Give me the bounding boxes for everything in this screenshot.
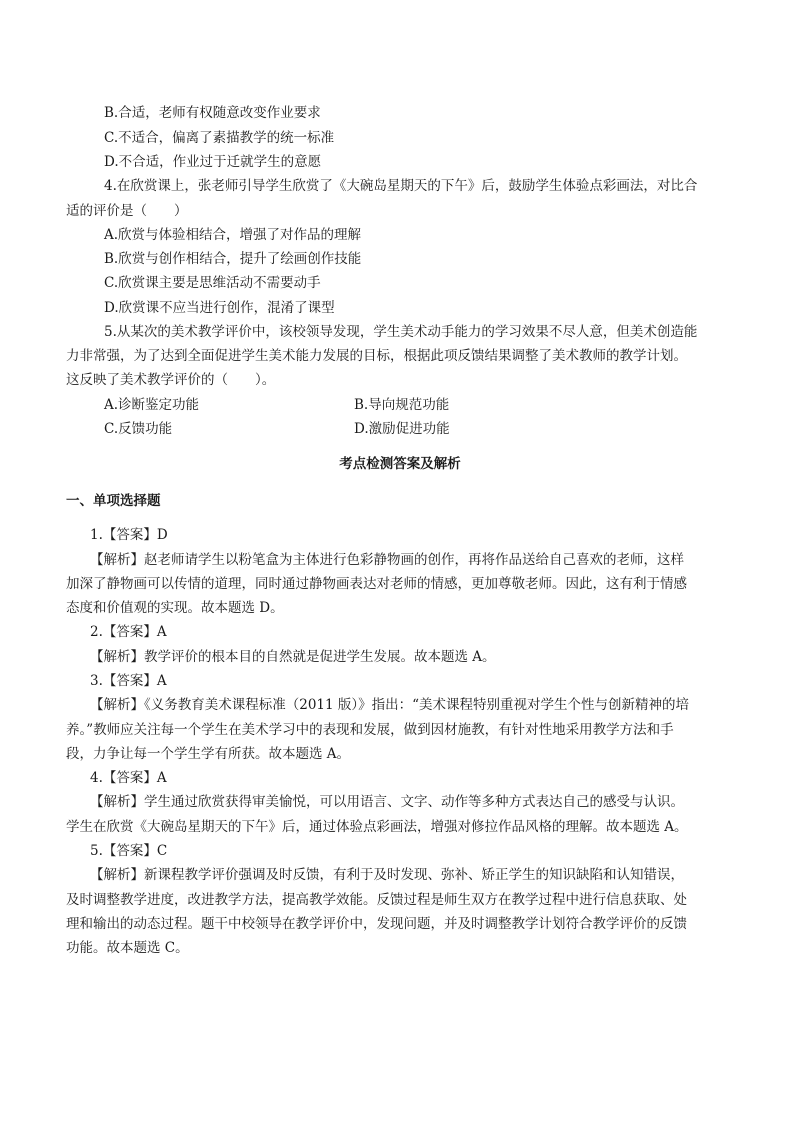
q4-option-c: C.欣赏课主要是思维活动不需要动手: [104, 275, 321, 291]
explanation-5-line-2: 及时调整教学进度，改进教学方法，提高教学效能。反馈过程是师生双方在教学过程中进行信息获取、处: [66, 892, 687, 908]
q4-option-a: A.欣赏与体验相结合，增强了对作品的理解: [104, 227, 362, 243]
explanation-3-line-2: 养。”教师应关注每一个学生在美术学习中的表现和发展，做到因材施教，有针对性地采用教学方法和手: [66, 722, 674, 738]
q4-stem-line-2: 适的评价是（ ）: [66, 203, 188, 219]
explanation-5-line-4: 功能。故本题选 C。: [66, 940, 189, 956]
q4-option-b: B.欣赏与创作相结合，提升了绘画创作技能: [104, 251, 362, 267]
answers-title: 考点检测答案及解析: [339, 456, 461, 472]
answer-5: 5.【答案】C: [90, 843, 168, 859]
explanation-1-line-3: 态度和价值观的实现。故本题选 D。: [66, 600, 284, 616]
section-title: 一、单项选择题: [66, 493, 161, 509]
answer-1: 1.【答案】D: [90, 527, 168, 543]
explanation-1-line-2: 加深了静物画可以传情的道理，同时通过静物画表达对老师的情感，更加尊敬老师。因此，这有利于情感: [66, 576, 687, 592]
q5-option-a: A.诊断鉴定功能: [104, 397, 200, 413]
explanation-5-line-3: 理和输出的动态过程。题干中校领导在教学评价中，发现问题，并及时调整教学计划符合教学评价的反馈: [66, 916, 687, 932]
q3-option-b: B.合适，老师有权随意改变作业要求: [104, 105, 321, 121]
explanation-2-line-1: 【解析】教学评价的根本目的自然就是促进学生发展。故本题选 A。: [90, 649, 496, 665]
q5-stem-line-3: 这反映了美术教学评价的（ ）。: [66, 372, 276, 388]
q5-stem-line-2: 力非常强，为了达到全面促进学生美术能力发展的目标，根据此项反馈结果调整了美术教师的教学计划。: [66, 348, 687, 364]
q3-option-d: D.不合适，作业过于迁就学生的意愿: [104, 154, 322, 170]
answer-2: 2.【答案】A: [90, 624, 167, 640]
explanation-3-line-1: 【解析】《义务教育美术课程标准（2011 版）》指出：“美术课程特别重视对学生个性与创新精神的培: [90, 697, 690, 713]
explanation-1-line-1: 【解析】赵老师请学生以粉笔盒为主体进行色彩静物画的创作，再将作品送给自己喜欢的老师，这样: [90, 552, 684, 568]
q5-option-c: C.反馈功能: [104, 421, 173, 437]
explanation-5-line-1: 【解析】新课程教学评价强调及时反馈，有利于及时发现、弥补、矫正学生的知识缺陷和认知错误，: [90, 867, 684, 883]
q3-option-c: C.不适合，偏离了素描教学的统一标准: [104, 130, 335, 146]
explanation-3-line-3: 段，力争让每一个学生学有所获。故本题选 A。: [66, 746, 351, 762]
explanation-4-line-2: 学生在欣赏《大碗岛星期天的下午》后，通过体验点彩画法，增强对修拉作品风格的理解。故本题选 A。: [66, 819, 688, 835]
q5-stem-line-1: 5.从某次的美术教学评价中，该校领导发现，学生美术动手能力的学习效果不尽人意，但美术创造能: [104, 324, 698, 340]
q4-stem-line-1: 4.在欣赏课上，张老师引导学生欣赏了《大碗岛星期天的下午》后，鼓励学生体验点彩画法，对比合: [104, 178, 698, 194]
answer-4: 4.【答案】A: [90, 770, 167, 786]
explanation-4-line-1: 【解析】学生通过欣赏获得审美愉悦，可以用语言、文字、动作等多种方式表达自己的感受与认识。: [90, 794, 684, 810]
answer-3: 3.【答案】A: [90, 673, 167, 689]
q4-option-d: D.欣赏课不应当进行创作，混淆了课型: [104, 300, 335, 316]
q5-option-d: D.激励促进功能: [354, 421, 450, 437]
q5-option-b: B.导向规范功能: [354, 397, 450, 413]
